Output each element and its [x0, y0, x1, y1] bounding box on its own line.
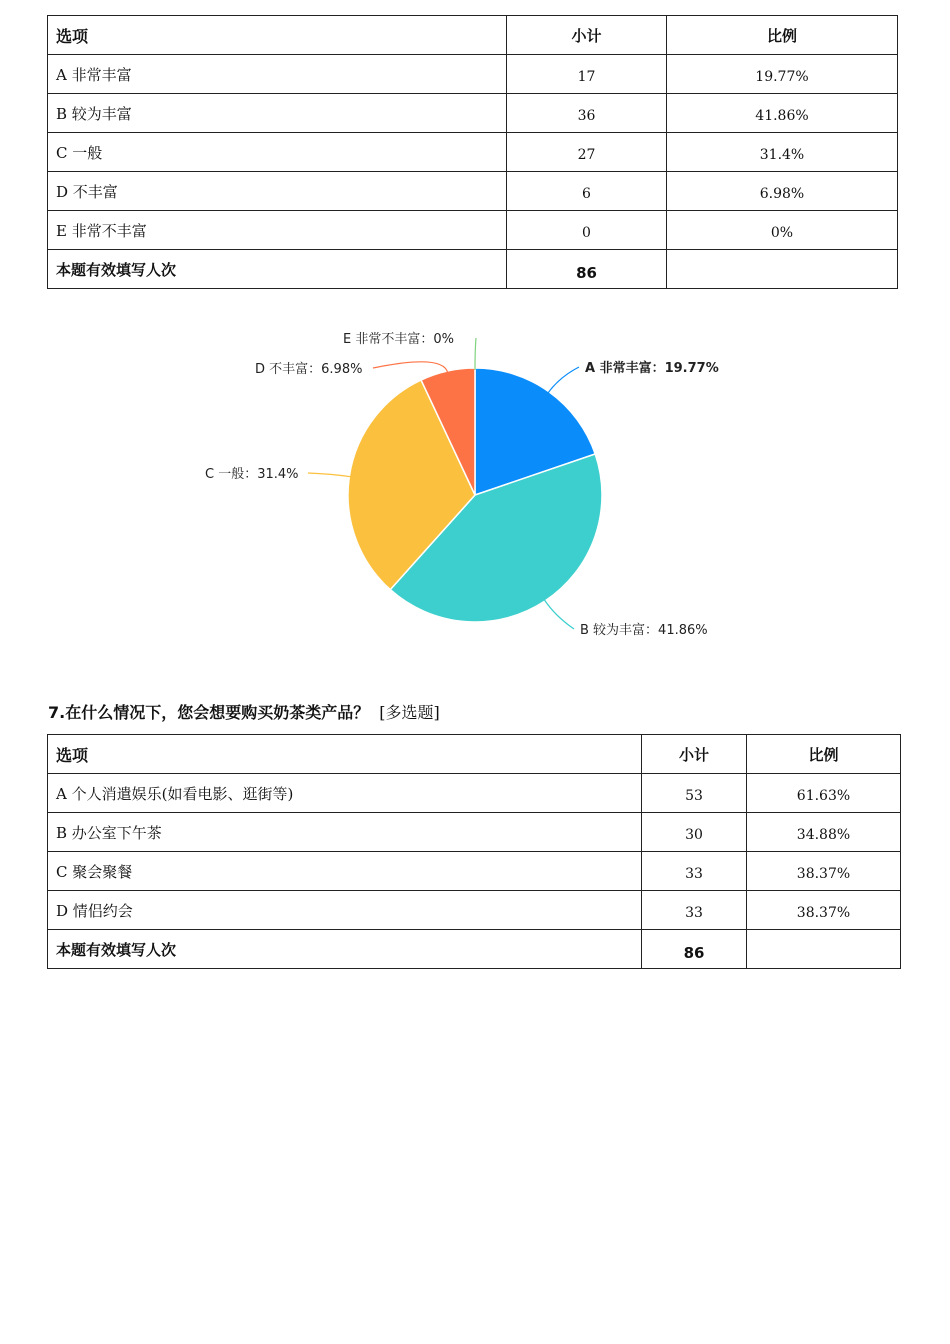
- occasion-result-table: [47, 734, 901, 969]
- table-total-row: [48, 930, 901, 969]
- ratio-cell: 61.63%: [747, 774, 901, 813]
- pie-label: D 不丰富：6.98%: [255, 362, 363, 377]
- table-row: [48, 774, 901, 813]
- header-ratio: 比例: [667, 16, 898, 55]
- option-cell: A 个人消遣娱乐(如看电影、逛街等): [48, 774, 642, 813]
- richness-result-table: [47, 15, 898, 289]
- option-cell: E 非常不丰富: [48, 211, 507, 250]
- table-total-row: [48, 250, 898, 289]
- ratio-cell: 38.37%: [747, 891, 901, 930]
- question-text: 7.在什么情况下，您会想要购买奶茶类产品？: [48, 703, 370, 722]
- count-cell: 36: [507, 94, 667, 133]
- pie-label: C 一般：31.4%: [205, 467, 299, 482]
- pie-label: B 较为丰富：41.86%: [580, 623, 708, 638]
- table-header-row: [48, 16, 898, 55]
- ratio-cell: 0%: [667, 211, 898, 250]
- table-row: [48, 94, 898, 133]
- pie-leader-line: [373, 362, 448, 373]
- ratio-cell: 6.98%: [667, 172, 898, 211]
- table-row: [48, 133, 898, 172]
- option-cell: B 较为丰富: [48, 94, 507, 133]
- ratio-cell: 19.77%: [667, 55, 898, 94]
- empty-cell: [667, 250, 898, 289]
- empty-cell: [747, 930, 901, 969]
- ratio-cell: 34.88%: [747, 813, 901, 852]
- option-cell: C 聚会聚餐: [48, 852, 642, 891]
- pie-leader-line: [548, 367, 579, 393]
- ratio-cell: 41.86%: [667, 94, 898, 133]
- header-option: 选项: [48, 735, 642, 774]
- count-cell: 0: [507, 211, 667, 250]
- total-value: 86: [507, 250, 667, 289]
- pie-label: E 非常不丰富：0%: [343, 332, 454, 347]
- pie-label: A 非常丰富：19.77%: [585, 361, 719, 376]
- question-type: [多选题]: [379, 703, 440, 722]
- pie-leader-line: [475, 338, 476, 370]
- ratio-cell: 31.4%: [667, 133, 898, 172]
- richness-pie-chart: [190, 320, 730, 650]
- count-cell: 33: [642, 852, 747, 891]
- header-option: 选项: [48, 16, 507, 55]
- table-row: [48, 813, 901, 852]
- pie-slices: [348, 368, 602, 622]
- total-value: 86: [642, 930, 747, 969]
- header-ratio: 比例: [747, 735, 901, 774]
- pie-leader-line: [308, 473, 351, 477]
- table-row: [48, 852, 901, 891]
- header-count: 小计: [507, 16, 667, 55]
- header-count: 小计: [642, 735, 747, 774]
- count-cell: 17: [507, 55, 667, 94]
- table-row: [48, 211, 898, 250]
- table-header-row: [48, 735, 901, 774]
- option-cell: A 非常丰富: [48, 55, 507, 94]
- table-row: [48, 55, 898, 94]
- question-7-title: [48, 700, 440, 723]
- count-cell: 53: [642, 774, 747, 813]
- total-label: 本题有效填写人次: [48, 250, 507, 289]
- count-cell: 33: [642, 891, 747, 930]
- table-row: [48, 891, 901, 930]
- count-cell: 6: [507, 172, 667, 211]
- count-cell: 27: [507, 133, 667, 172]
- total-label: 本题有效填写人次: [48, 930, 642, 969]
- count-cell: 30: [642, 813, 747, 852]
- option-cell: C 一般: [48, 133, 507, 172]
- table-row: [48, 172, 898, 211]
- option-cell: D 不丰富: [48, 172, 507, 211]
- option-cell: B 办公室下午茶: [48, 813, 642, 852]
- option-cell: D 情侣约会: [48, 891, 642, 930]
- ratio-cell: 38.37%: [747, 852, 901, 891]
- pie-leader-line: [544, 599, 574, 629]
